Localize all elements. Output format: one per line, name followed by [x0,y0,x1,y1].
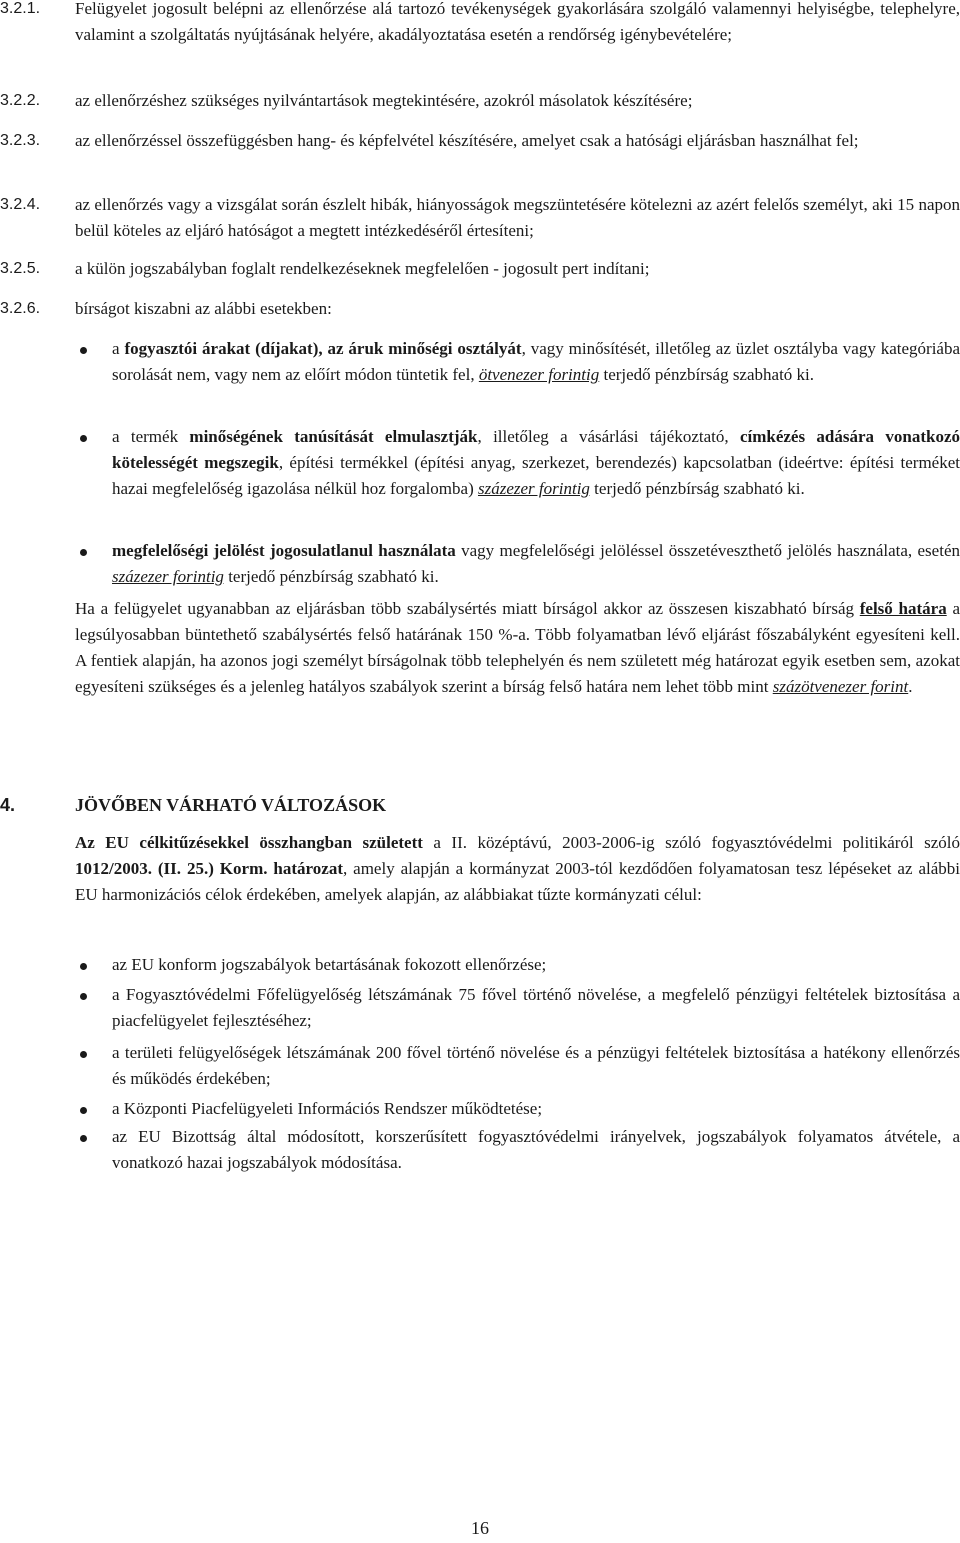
bullet-dot [80,549,87,556]
list-item-3-2-6 [0,296,960,322]
item-text: az ellenőrzés vagy a vizsgálat során észlelt hibák, hiányosságok megszüntetésére kötelezni az azért felelős személyt, aki 15 napon belül köteles az eljáró hatóságot a megtett intézkedéséről értesíteni; [75,195,960,240]
item-number: 3.2.3. [0,132,41,149]
list-item-3-2-3 [0,128,960,154]
item-number: 3.2.6. [0,300,41,317]
page-number: 16 [471,1518,489,1538]
fine-bullet-conformity [0,538,960,590]
bullet-text: a fogyasztói árakat (díjakat), az áruk minőségi osztályát, vagy minősítését, illetőleg az üzlet osztályba vagy kategóriába sorolását nem, vagy nem az előírt módon tüntetik fel, ötvenezer forintig terjedő pénzbírság szabható ki. [112,339,960,384]
goal-text: az EU Bizottság által módosított, korszerűsített fogyasztóvédelmi irányelvek, jogszabályok folyamatos átvétele, a vonatkozó hazai jogszabályok módosítása. [112,1127,960,1172]
list-item-3-2-5 [0,256,960,282]
section-title: JÖVŐBEN VÁRHATÓ VÁLTOZÁSOK [75,795,387,815]
goal-item [0,1124,960,1176]
intro-paragraph: Az EU célkitűzésekkel összhangban született a II. középtávú, 2003-2006-ig szóló fogyasztóvédelmi politikáról szóló 1012/2003. (II. 25.) Korm. határozat, amely alapján a kormányzat 2003-tól kezdődően folyamatosan tesz lépéseket az alábbi EU harmonizációs célok érdekében, amelyek alapján, az alábbiakat tűzte kormányzati célul: [75,833,960,904]
goal-text: a Központi Piacfelügyeleti Információs Rendszer működtetése; [112,1099,543,1118]
item-text: bírságot kiszabni az alábbi esetekben: [75,299,332,318]
item-text: az ellenőrzéssel összefüggésben hang- és képfelvétel készítésére, amelyet csak a hatósági eljárásban használhat fel; [75,131,859,150]
item-number: 3.2.2. [0,92,41,109]
goal-item [0,952,960,978]
goal-item [0,1096,960,1122]
fine-limit-paragraph: Ha a felügyelet ugyanabban az eljárásban több szabálysértés miatt bírságol akkor az összesen kiszabható bírság felső határa a legsúlyosabban büntethető szabálysértés felső határának 150 %-a. Több folyamatban lévő eljárást főszabályként egyesíteni kell. A fentiek alapján, ha azonos jogi személyt bírságolnak több telephelyén és nem született még határozat egyik esetben sem, azokat egyesíteni szükséges és a jelenleg hatályos szabályok szerint a bírság felső határa nem lehet több mint százötvenezer forint. [75,599,960,696]
item-text: az ellenőrzéshez szükséges nyilvántartások megtekintésére, azokról másolatok készítésére; [75,91,693,110]
item-number: 3.2.4. [0,196,41,213]
bullet-dot [80,435,87,442]
list-item-3-2-4 [0,192,960,244]
bullet-dot [80,963,87,970]
goal-text: az EU konform jogszabályok betartásának fokozott ellenőrzése; [112,955,547,974]
bullet-dot [80,347,87,354]
list-item-3-2-1 [0,0,960,48]
goal-text: a területi felügyelőségek létszámának 200 fővel történő növelése és a pénzügyi feltételek biztosítása a hatékony ellenőrzés és működés érdekében; [112,1043,960,1088]
bullet-text: a termék minőségének tanúsítását elmulasztják, illetőleg a vásárlási tájékoztató, címkézés adására vonatkozó kötelességét megszegik, építési termékkel (építési anyag, szerkezet, berendezés) kapcsolatban (ideértve: építési terméket hazai megfelelőség igazolása nélkül hoz forgalomba) százezer forintig terjedő pénzbírság szabható ki. [112,427,960,498]
bullet-text: megfelelőségi jelölést jogosulatlanul használata vagy megfelelőségi jelöléssel összetéveszthető jelölés használata, esetén százezer forintig terjedő pénzbírság szabható ki. [112,541,960,586]
section-number: 4. [0,795,16,815]
bullet-dot [80,1135,87,1142]
goal-item [0,982,960,1034]
bullet-dot [80,1051,87,1058]
fine-bullet-prices [0,336,960,388]
bullet-dot [80,1107,87,1114]
fine-bullet-quality [0,424,960,502]
bullet-dot [80,993,87,1000]
item-text: a külön jogszabályban foglalt rendelkezéseknek megfelelően - jogosult pert indítani; [75,259,650,278]
item-number: 3.2.1. [0,0,41,17]
goal-item [0,1040,960,1092]
item-text: Felügyelet jogosult belépni az ellenőrzése alá tartozó tevékenységek gyakorlására szolgáló valamennyi helyiségbe, telephelyre, valamint a szolgáltatás nyújtásának helyére, akadályoztatása esetén a rendőrség igénybevételére; [75,0,960,44]
list-item-3-2-2 [0,88,960,114]
item-number: 3.2.5. [0,260,41,277]
goal-text: a Fogyasztóvédelmi Főfelügyelőség létszámának 75 fővel történő növelése, a megfelelő pénzügyi feltételek biztosítása a piacfelügyelet fejlesztéséhez; [112,985,960,1030]
